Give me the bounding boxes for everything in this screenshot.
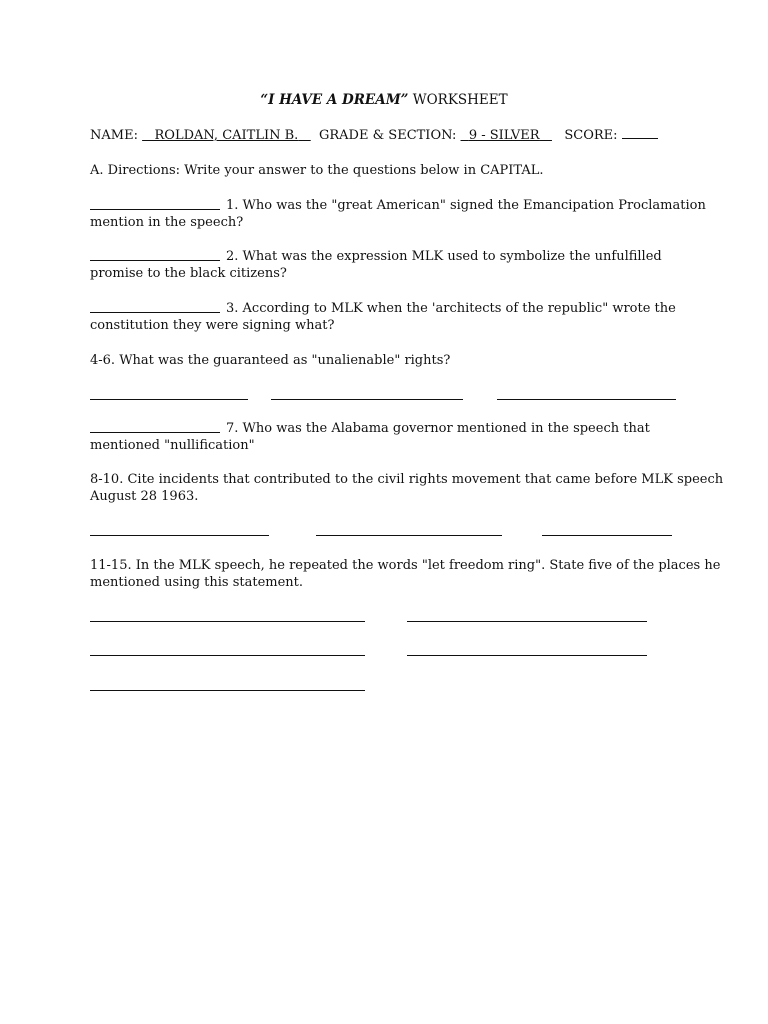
question-11-15-line2: mentioned using this statement. xyxy=(90,575,304,590)
question-7-line2: mentioned "nullification" xyxy=(90,438,255,453)
question-1-line1: 1. Who was the "great American" signed the Emancipation Proclamation xyxy=(226,198,706,213)
answer-line-11[interactable] xyxy=(90,621,365,622)
score-blank[interactable] xyxy=(622,137,658,139)
title-rest: WORKSHEET xyxy=(408,92,508,108)
answer-line-12[interactable] xyxy=(407,621,647,622)
question-11-15-line1: 11-15. In the MLK speech, he repeated the words "let freedom ring". State five of the places he xyxy=(90,558,721,573)
answer-line-10[interactable] xyxy=(542,535,672,536)
answer-line-9[interactable] xyxy=(316,535,502,536)
grade-value: 9 - SILVER xyxy=(468,128,540,143)
question-2-line1: 2. What was the expression MLK used to symbolize the unfulfilled xyxy=(226,249,662,264)
answer-line-2[interactable] xyxy=(90,260,220,261)
grade-label: GRADE & SECTION: xyxy=(318,128,457,143)
question-8-10-line1: 8-10. Cite incidents that contributed to the civil rights movement that came before MLK speech xyxy=(90,472,724,487)
answer-line-6[interactable] xyxy=(497,399,676,400)
question-7-line1: 7. Who was the Alabama governor mentioned in the speech that xyxy=(226,421,650,436)
answer-line-15[interactable] xyxy=(90,690,365,691)
name-value: ROLDAN, CAITLIN B. xyxy=(154,128,299,143)
answer-line-1[interactable] xyxy=(90,209,220,210)
answer-line-8[interactable] xyxy=(90,535,269,536)
answer-line-13[interactable] xyxy=(90,655,365,656)
answer-line-5[interactable] xyxy=(271,399,463,400)
name-label: NAME: xyxy=(90,128,138,143)
title-emphasis: “I HAVE A DREAM” xyxy=(260,92,409,108)
question-3-line2: constitution they were signing what? xyxy=(90,318,335,333)
question-1-line2: mention in the speech? xyxy=(90,215,244,230)
answer-line-14[interactable] xyxy=(407,655,647,656)
question-4-6: 4-6. What was the guaranteed as "unalienable" rights? xyxy=(90,353,451,368)
answer-line-7[interactable] xyxy=(90,432,220,433)
question-8-10-line2: August 28 1963. xyxy=(90,489,199,504)
worksheet-title xyxy=(0,92,768,109)
directions: A. Directions: Write your answer to the questions below in CAPITAL. xyxy=(90,163,544,178)
header-row xyxy=(90,127,658,144)
question-2-line2: promise to the black citizens? xyxy=(90,266,287,281)
question-3-line1: 3. According to MLK when the 'architects of the republic" wrote the xyxy=(226,301,676,316)
answer-line-4[interactable] xyxy=(90,399,248,400)
answer-line-3[interactable] xyxy=(90,312,220,313)
score-label: SCORE: xyxy=(564,128,618,143)
